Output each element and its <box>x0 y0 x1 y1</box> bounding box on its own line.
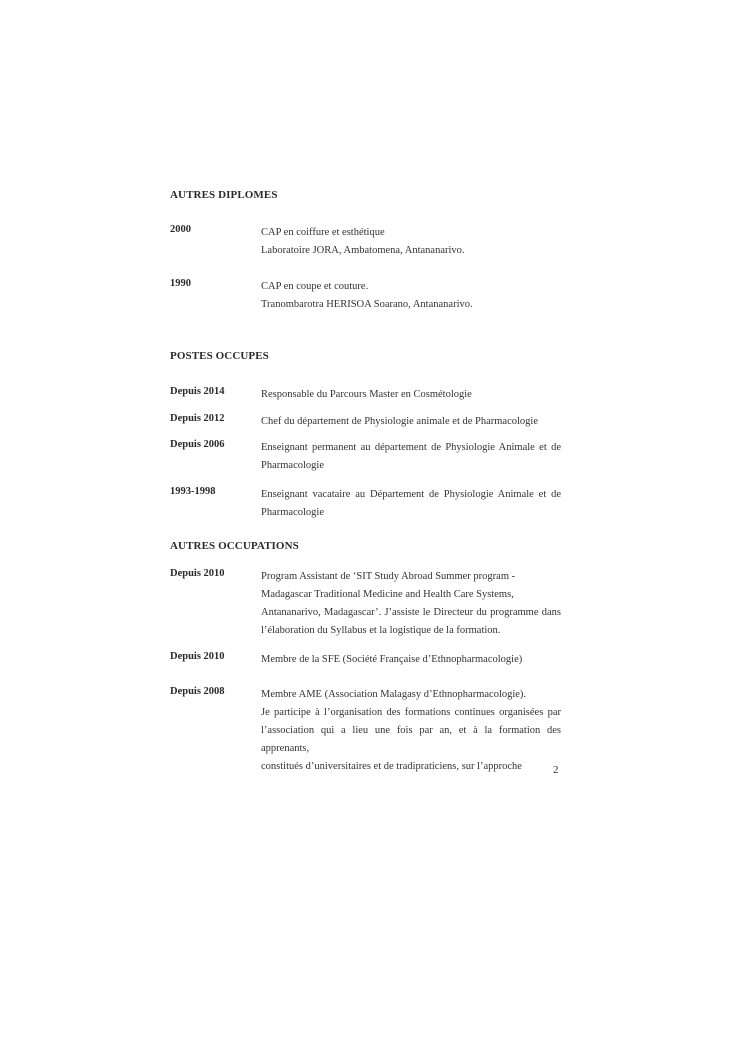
entry-line: Chef du département de Physiologie animale et de Pharmacologie <box>261 416 538 427</box>
section-heading-postes-occupes: POSTES OCCUPES <box>170 350 269 362</box>
entry-description <box>261 386 561 404</box>
entry-line: l’élaboration du Syllabus et la logistique de la formation. <box>261 625 501 636</box>
entry-line: Membre de la SFE (Société Française d’Ethnopharmacologie) <box>261 654 523 665</box>
entry-description <box>261 686 561 776</box>
entry-date: 1993-1998 <box>170 486 216 497</box>
entry-line: Program Assistant de ‘SIT Study Abroad Summer program - <box>261 571 516 582</box>
entry-date: Depuis 2012 <box>170 413 225 424</box>
entry-line: l’association qui a lieu une fois par an, et à la formation des apprenants, <box>261 725 561 754</box>
entry-line: Membre AME (Association Malagasy d’Ethnopharmacologie). <box>261 689 527 700</box>
entry-line: CAP en coiffure et esthétique <box>261 227 385 238</box>
entry-line: Enseignant vacataire au Département de Physiologie Animale et de <box>261 489 561 500</box>
entry-description <box>261 439 561 475</box>
entry-description <box>261 224 561 260</box>
entry-date: Depuis 2014 <box>170 386 225 397</box>
entry-line: Pharmacologie <box>261 507 324 518</box>
entry-line: Responsable du Parcours Master en Cosmétologie <box>261 389 472 400</box>
entry-date: Depuis 2010 <box>170 651 225 662</box>
page-number: 2 <box>553 764 559 776</box>
entry-description <box>261 486 561 522</box>
entry-line: Enseignant permanent au département de Physiologie Animale et de <box>261 442 561 453</box>
entry-line: constitués d’universitaires et de tradipraticiens, sur l’approche <box>261 761 522 772</box>
entry-description <box>261 651 561 669</box>
entry-description <box>261 278 561 314</box>
entry-date: Depuis 2008 <box>170 686 225 697</box>
entry-description <box>261 413 561 431</box>
entry-date: Depuis 2006 <box>170 439 225 450</box>
entry-line: Antananarivo, Madagascar’. J’assiste le Directeur du programme dans <box>261 607 561 618</box>
entry-line: Pharmacologie <box>261 460 324 471</box>
entry-description <box>261 568 561 640</box>
entry-date: 1990 <box>170 278 191 289</box>
section-heading-autres-occupations: AUTRES OCCUPATIONS <box>170 540 299 552</box>
entry-date: 2000 <box>170 224 191 235</box>
section-heading-autres-diplomes: AUTRES DIPLOMES <box>170 189 278 201</box>
entry-date: Depuis 2010 <box>170 568 225 579</box>
entry-line: CAP en coupe et couture. <box>261 281 369 292</box>
entry-line: Je participe à l’organisation des formations continues organisées par <box>261 707 561 718</box>
entry-line: Laboratoire JORA, Ambatomena, Antananarivo. <box>261 245 465 256</box>
entry-line: Madagascar Traditional Medicine and Health Care Systems, <box>261 589 514 600</box>
entry-line: Tranombarotra HERISOA Soarano, Antananarivo. <box>261 299 473 310</box>
